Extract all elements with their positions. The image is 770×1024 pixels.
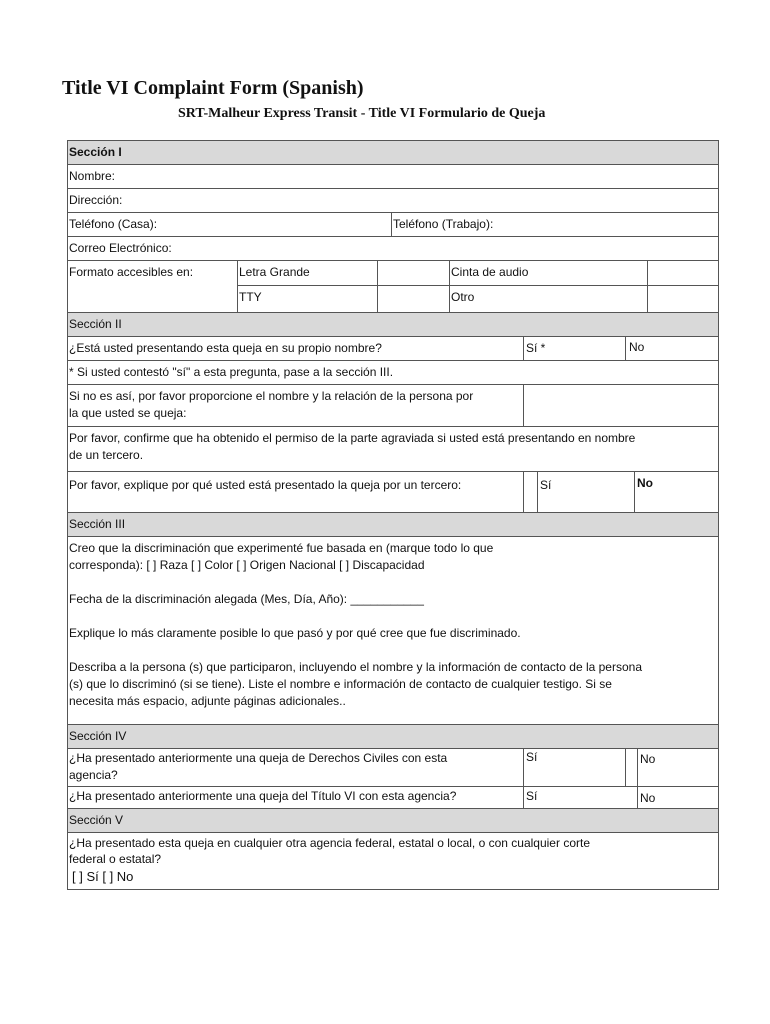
complaint-form [67, 140, 719, 890]
section-5-header [68, 809, 718, 833]
own-behalf-yes[interactable]: Sí * [526, 341, 546, 355]
phone-row [68, 213, 718, 237]
audio-tape-label: Cinta de audio [451, 265, 529, 279]
other-label: Otro [451, 290, 475, 304]
permission-row [68, 427, 718, 472]
other-agency-row [68, 833, 718, 889]
formats-row [68, 261, 718, 313]
page-subtitle: SRT-Malheur Express Transit - Title VI Formulario de Queja [178, 106, 546, 121]
third-party-reason-row [68, 472, 718, 513]
third-party-reason-question: Por favor, explique por qué usted está presentado la queja por un tercero: [69, 478, 462, 492]
formats-label: Formato accesibles en: [69, 265, 194, 279]
discrimination-date: Fecha de la discriminación alegada (Mes, Día, Año): ___________ [69, 592, 424, 606]
large-print-label: Letra Grande [239, 265, 310, 279]
other-agency-answer[interactable]: [ ] Sí [ ] No [72, 869, 134, 884]
third-party-reason-no[interactable]: No [637, 476, 653, 490]
third-party-question-line-2: la que usted se queja: [69, 406, 187, 420]
describe-persons-line-3: necesita más espacio, adjunte páginas adicionales.. [69, 694, 346, 708]
audio-tape-checkbox[interactable] [648, 261, 717, 285]
section-4-header [68, 725, 718, 749]
third-party-row [68, 385, 718, 427]
discrimination-basis-line-2: corresponda): [ ] Raza [ ] Color [ ] Origen Nacional [ ] Discapacidad [69, 558, 425, 572]
section-3-body[interactable] [68, 537, 718, 725]
address-label: Dirección: [69, 193, 123, 207]
other-agency-question-line-2: federal o estatal? [69, 852, 162, 866]
civil-rights-complaint-row [68, 749, 718, 787]
permission-line-2: de un tercero. [69, 448, 144, 462]
title-vi-complaint-row [68, 787, 718, 809]
tty-label: TTY [239, 290, 262, 304]
name-label: Nombre: [69, 169, 116, 183]
own-behalf-question: ¿Está usted presentando esta queja en su propio nombre? [69, 341, 382, 355]
civil-rights-question-line-2: agencia? [69, 768, 118, 782]
third-party-reason-yes[interactable]: Sí [540, 478, 552, 492]
title-vi-question: ¿Ha presentado anteriormente una queja del Título VI con esta agencia? [69, 789, 457, 803]
section-1-title: Sección I [69, 145, 122, 159]
tty-checkbox[interactable] [378, 286, 449, 312]
other-checkbox[interactable] [648, 286, 717, 312]
other-agency-question-line-1: ¿Ha presentado esta queja en cualquier otra agencia federal, estatal o local, o con cualquier corte [69, 836, 590, 850]
civil-rights-yes[interactable]: Sí [526, 750, 538, 764]
section-2-header [68, 313, 718, 337]
yes-note: * Si usted contestó "sí" a esta pregunta, pase a la sección III. [69, 365, 394, 379]
yes-note-row [68, 361, 718, 385]
discrimination-basis-line-1: Creo que la discriminación que experimenté fue basada en (marque todo lo que [69, 541, 494, 555]
name-field[interactable] [68, 165, 718, 189]
explain-prompt: Explique lo más claramente posible lo que pasó y por qué cree que fue discriminado. [69, 626, 521, 640]
work-phone-label: Teléfono (Trabajo): [393, 217, 494, 231]
permission-line-1: Por favor, confirme que ha obtenido el permiso de la parte agraviada si usted está presentando en nombre [69, 431, 636, 445]
address-field[interactable] [68, 189, 718, 213]
describe-persons-line-2: (s) que lo discriminó (si se tiene). Liste el nombre e información de contacto de cualquier testigo. Si se [69, 677, 612, 691]
civil-rights-no[interactable]: No [640, 752, 656, 766]
section-2-title: Sección II [69, 317, 122, 331]
title-vi-yes[interactable]: Sí [526, 789, 538, 803]
large-print-checkbox[interactable] [378, 261, 449, 285]
own-behalf-row [68, 337, 718, 361]
email-field[interactable] [68, 237, 718, 261]
page-title: Title VI Complaint Form (Spanish) [62, 77, 364, 99]
describe-persons-line-1: Describa a la persona (s) que participaron, incluyendo el nombre y la información de contacto de la persona [69, 660, 642, 674]
section-3-title: Sección III [69, 517, 126, 531]
home-phone-label: Teléfono (Casa): [69, 217, 158, 231]
third-party-answer-field[interactable] [524, 385, 718, 426]
civil-rights-question-line-1: ¿Ha presentado anteriormente una queja de Derechos Civiles con esta [69, 751, 448, 765]
section-5-title: Sección V [69, 813, 124, 827]
section-3-header [68, 513, 718, 537]
title-vi-no[interactable]: No [640, 791, 656, 805]
third-party-question-line-1: Si no es así, por favor proporcione el nombre y la relación de la persona por [69, 389, 474, 403]
section-4-title: Sección IV [69, 729, 127, 743]
own-behalf-no[interactable]: No [629, 340, 645, 354]
section-1-header [68, 141, 718, 165]
email-label: Correo Electrónico: [69, 241, 172, 255]
